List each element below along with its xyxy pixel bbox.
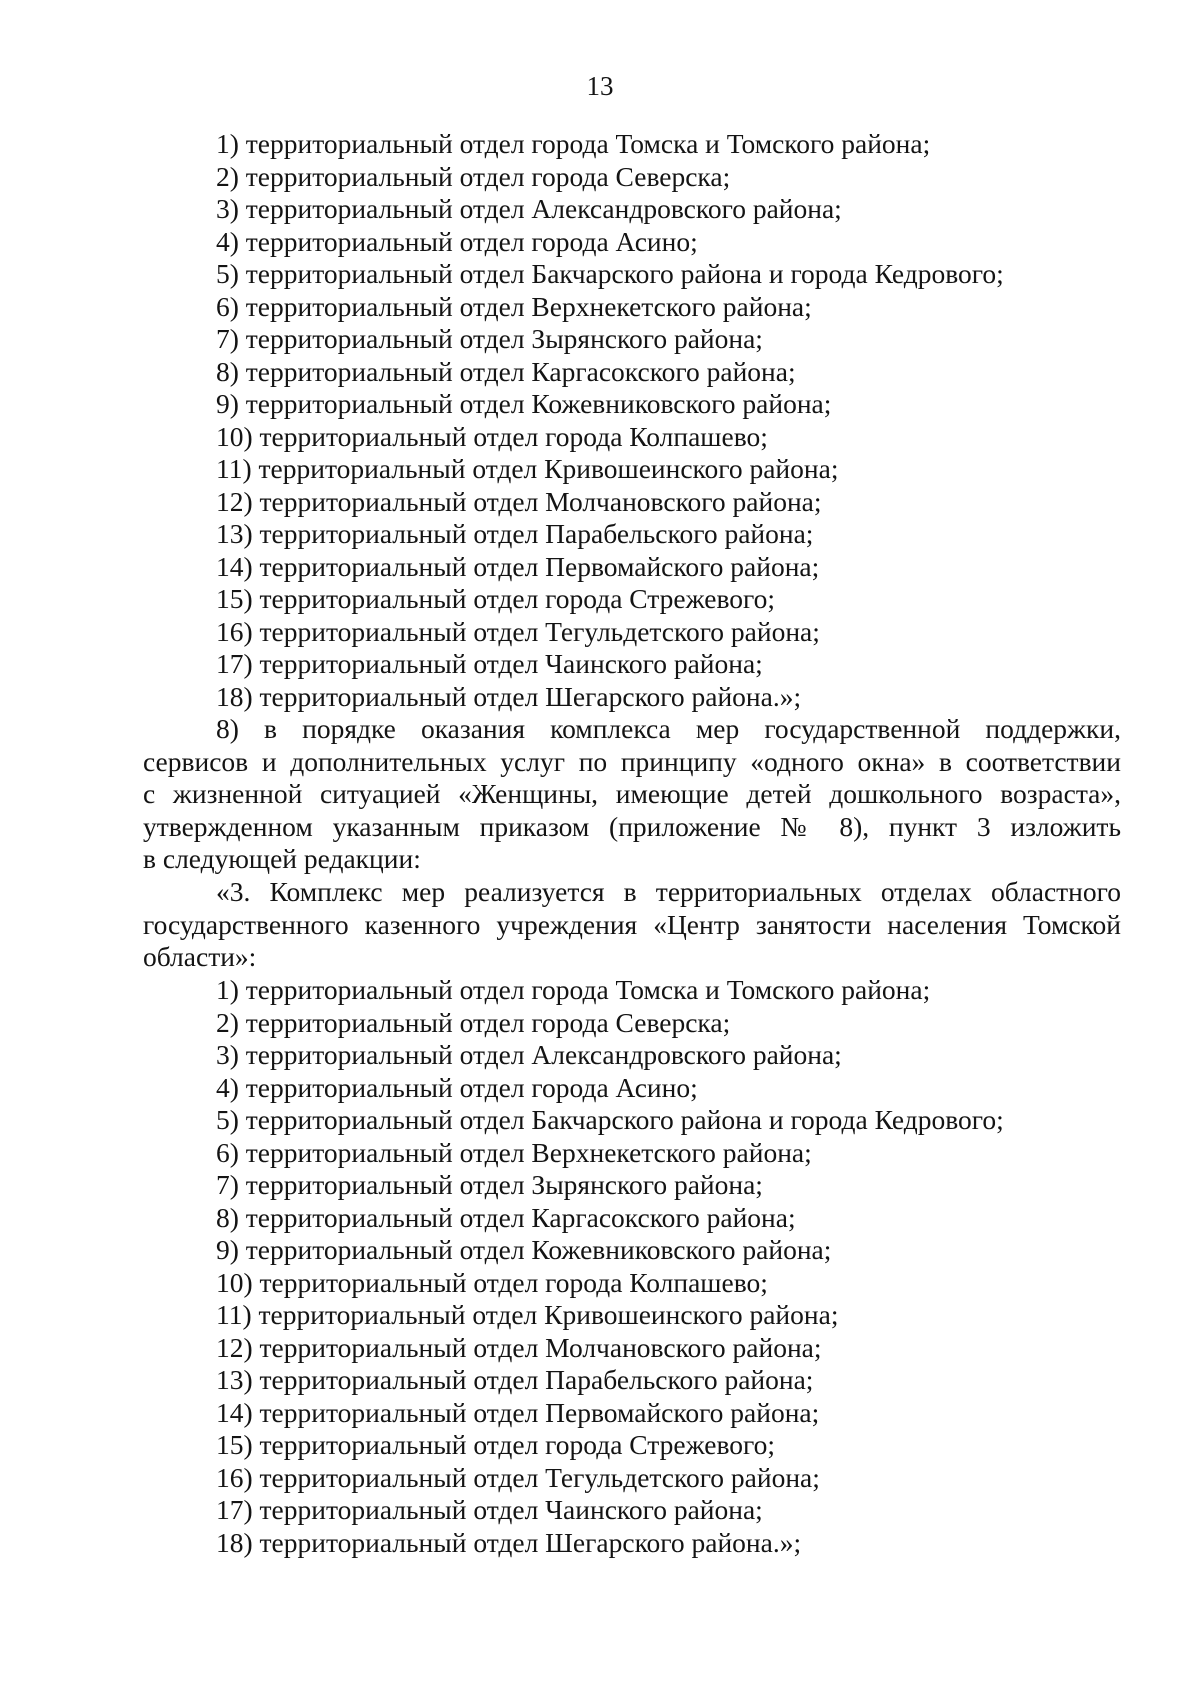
list-item: 5) территориальный отдел Бакчарского района и города Кедрового;	[216, 258, 1004, 289]
list-item: 7) территориальный отдел Зырянского района;	[216, 323, 763, 354]
paragraph-line: «3. Комплекс мер реализуется в территориальных отделах областного	[216, 876, 1121, 907]
paragraph-line: в следующей редакции:	[143, 843, 421, 874]
list-item: 14) территориальный отдел Первомайского района;	[216, 1396, 820, 1428]
paragraph-line: сервисов и дополнительных услуг по принципу «одного окна» в соответствии	[143, 745, 1121, 777]
list-item: 6) территориальный отдел Верхнекетского района;	[216, 290, 812, 322]
list-item: 10) территориальный отдел города Колпашево;	[216, 1266, 768, 1298]
list-item: 13) территориальный отдел Парабельского района;	[216, 518, 814, 549]
paragraph-line: 8) в порядке оказания комплекса мер государственной поддержки,	[216, 713, 1121, 744]
list-item: 9) территориальный отдел Кожевниковского района;	[216, 1234, 832, 1265]
paragraph-text	[143, 876, 1121, 974]
list-item: 12) территориальный отдел Молчановского района;	[216, 1331, 822, 1363]
list-item: 1) территориальный отдел города Томска и Томского района;	[216, 128, 931, 159]
list-item: 4) территориальный отдел города Асино;	[216, 225, 698, 257]
list-item: 1) территориальный отдел города Томска и Томского района;	[216, 974, 931, 1005]
page-number: 13	[586, 71, 614, 101]
list-item: 14) территориальный отдел Первомайского района;	[216, 550, 820, 582]
list-item: 11) территориальный отдел Кривошеинского района;	[216, 453, 839, 484]
list-item: 9) территориальный отдел Кожевниковского района;	[216, 388, 832, 419]
list-second-offices	[0, 974, 1200, 1559]
paragraph-line: государственного казенного учреждения «Центр занятости населения Томской	[143, 908, 1121, 940]
list-item: 15) территориальный отдел города Стрежевого;	[216, 1429, 775, 1460]
list-item: 8) территориальный отдел Каргасокского района;	[216, 1201, 796, 1233]
list-item: 10) территориальный отдел города Колпашево;	[216, 420, 768, 452]
list-item: 7) территориальный отдел Зырянского района;	[216, 1169, 763, 1200]
list-item: 18) территориальный отдел Шегарского района.»;	[216, 680, 802, 712]
list-item: 13) территориальный отдел Парабельского района;	[216, 1364, 814, 1395]
list-item: 16) территориальный отдел Тегульдетского района;	[216, 1461, 820, 1493]
list-first-offices	[0, 128, 1200, 713]
list-item: 2) территориальный отдел города Северска;	[216, 160, 731, 192]
paragraph-8	[0, 713, 1200, 876]
list-item: 5) территориальный отдел Бакчарского района и города Кедрового;	[216, 1104, 1004, 1135]
list-item: 17) территориальный отдел Чаинского района;	[216, 648, 763, 679]
list-item: 12) территориальный отдел Молчановского района;	[216, 485, 822, 517]
paragraph-line: области»:	[143, 941, 257, 972]
list-item: 17) территориальный отдел Чаинского района;	[216, 1494, 763, 1525]
paragraph-line: утвержденном указанным приказом (приложение № 8), пункт 3 изложить	[143, 810, 1121, 842]
list-item: 3) территориальный отдел Александровского района;	[216, 1039, 842, 1070]
paragraph-3	[0, 876, 1200, 974]
list-item: 8) территориальный отдел Каргасокского района;	[216, 355, 796, 387]
paragraph-line: с жизненной ситуацией «Женщины, имеющие детей дошкольного возраста»,	[143, 778, 1121, 809]
list-item: 18) территориальный отдел Шегарского района.»;	[216, 1526, 802, 1558]
list-item: 2) территориальный отдел города Северска;	[216, 1006, 731, 1038]
list-item: 15) территориальный отдел города Стрежевого;	[216, 583, 775, 614]
list-item: 4) территориальный отдел города Асино;	[216, 1071, 698, 1103]
list-item: 11) территориальный отдел Кривошеинского района;	[216, 1299, 839, 1330]
list-item: 6) территориальный отдел Верхнекетского района;	[216, 1136, 812, 1168]
list-item: 16) территориальный отдел Тегульдетского района;	[216, 615, 820, 647]
paragraph-text	[143, 713, 1121, 876]
list-item: 3) территориальный отдел Александровского района;	[216, 193, 842, 224]
